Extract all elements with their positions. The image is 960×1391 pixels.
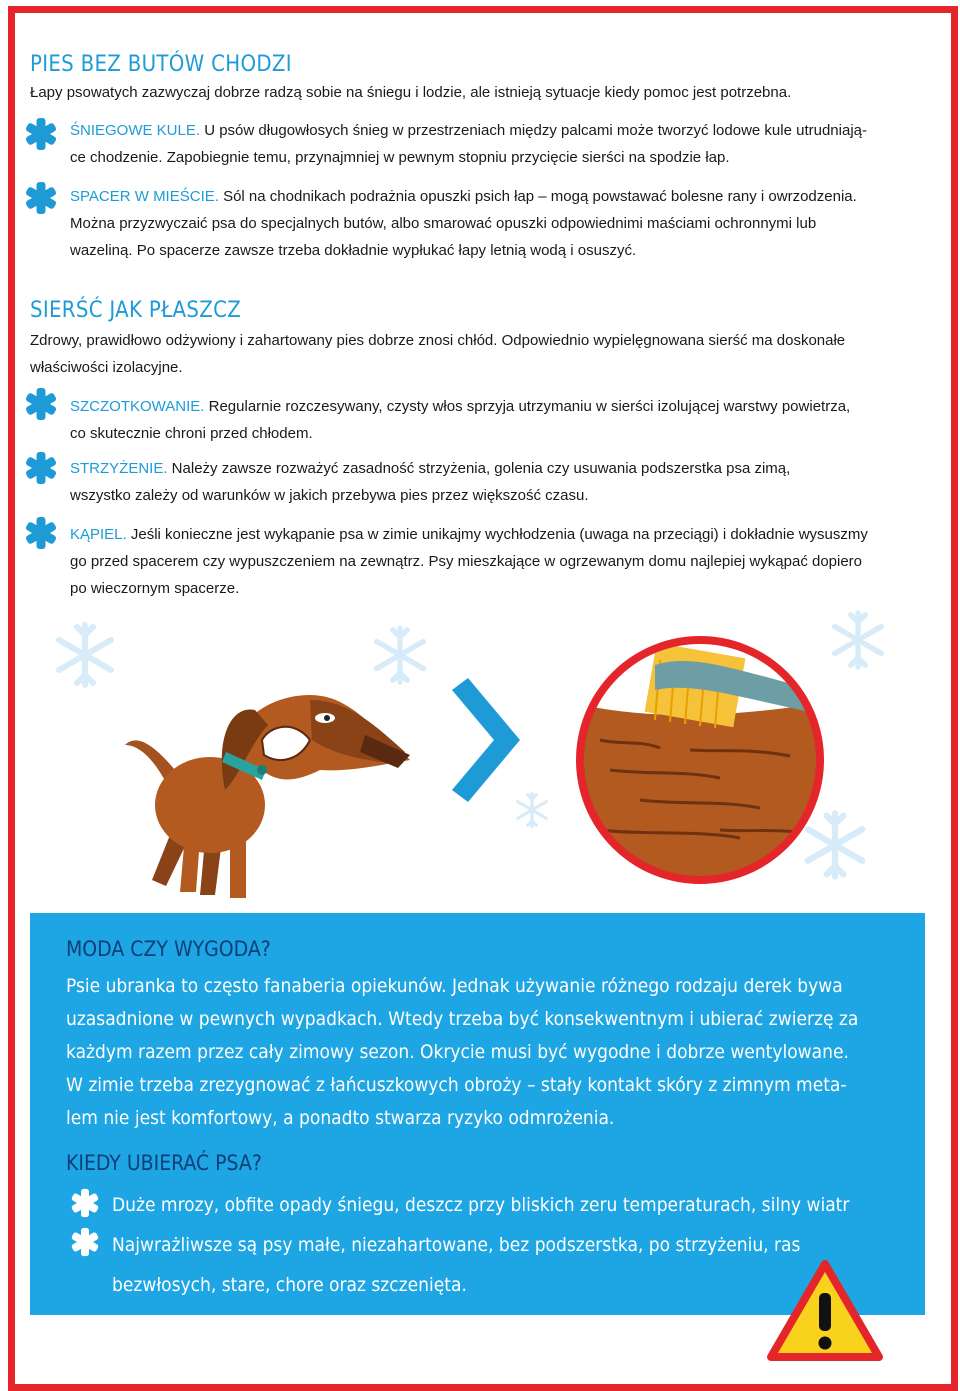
list-item <box>70 455 930 509</box>
asterisk-icon <box>24 117 58 151</box>
section-title-boots: PIES BEZ BUTÓW CHODZI <box>30 52 292 77</box>
snowflake-icon <box>377 628 424 682</box>
box-title-fashion: MODA CZY WYGODA? <box>66 937 271 961</box>
item-keyword: KĄPIEL. <box>70 526 127 543</box>
item-keyword: SPACER W MIEŚCIE. <box>70 188 219 205</box>
snowflake-icon <box>518 794 547 827</box>
box-title-when: KIEDY UBIERAĆ PSA? <box>66 1151 262 1175</box>
asterisk-icon <box>70 1227 100 1257</box>
snowflake-icon <box>835 613 882 667</box>
item-text: wszystko zależy od warunków w jakich przebywa pies przez większość czasu. <box>70 487 589 504</box>
list-item <box>70 393 930 447</box>
fur-brush-illustration <box>560 640 860 900</box>
box-paragraph: Psie ubranka to często fanaberia opiekunów. Jednak używanie różnego rodzaju derek bywa uzasadnione w pewnych wypadkach. Wtedy trzeba być konsekwentnym i ubierać zwierzę za każdym razem przez cały zimowy sezon. Okrycie musi być wygodne i dobrze wentylowane. W zimie trzeba zrezygnować z łańcuszkowych obroży – stały kontakt skóry z zimnym meta- lem nie jest komfortowy, a ponadto stwarza ryzyko odmrożenia. <box>66 975 859 1129</box>
asterisk-icon <box>70 1188 100 1218</box>
item-text: Jeśli konieczne jest wykąpanie psa w zimie unikajmy wychłodzenia (uwaga na przeciągi) i dokładnie wysuszmy <box>126 526 868 543</box>
item-text: Sól na chodnikach podrażnia opuszki psich łap – mogą powstawać bolesne rany i owrzodzenia. <box>218 188 857 205</box>
asterisk-icon <box>24 181 58 215</box>
item-keyword: STRZYŻENIE. <box>70 460 168 477</box>
asterisk-icon <box>24 451 58 485</box>
list-item <box>70 117 930 171</box>
snowflake-icon <box>808 814 863 877</box>
box-bullet: Duże mrozy, obfite opady śniegu, deszcz przy bliskich zeru temperaturach, silny wiatr <box>112 1194 850 1216</box>
item-text: Można przyzwyczaić psa do specjalnych butów, albo smarować opuszki odpowiednimi maściami ochronnymi lub <box>70 215 817 232</box>
item-text: Należy zawsze rozważyć zasadność strzyżenia, golenia czy usuwania podszerstka psa zimą, <box>167 460 791 477</box>
box-bullet: Najwrażliwsze są psy małe, niezahartowane, bez podszerstka, po strzyżeniu, ras bezwłosych, stare, chore oraz szczenięta. <box>112 1234 801 1296</box>
chevron-right-icon <box>452 678 520 802</box>
item-keyword: ŚNIEGOWE KULE. <box>70 122 201 139</box>
list-item <box>70 183 930 264</box>
warning-icon <box>765 1258 885 1363</box>
info-box <box>30 913 925 1315</box>
item-text: U psów długowłosych śnieg w przestrzeniach między palcami może tworzyć lodowe kule utrudniają- <box>200 122 867 139</box>
section-intro: Łapy psowatych zazwyczaj dobrze radzą sobie na śniegu i lodzie, ale istnieją sytuacje kiedy pomoc jest potrzebna. <box>30 84 792 101</box>
asterisk-icon <box>24 516 58 550</box>
item-text: Regularnie rozczesywany, czysty włos sprzyja utrzymaniu w sierści izolującej warstwy powietrza, <box>204 398 851 415</box>
asterisk-icon <box>24 387 58 421</box>
snowflake-icon <box>59 625 111 685</box>
item-text: wazeliną. Po spacerze zawsze trzeba dokładnie wypłukać łapy letnią wodą i osuszyć. <box>70 242 637 259</box>
item-text: co skutecznie chroni przed chłodem. <box>70 425 313 442</box>
illustration <box>0 600 960 900</box>
dog-illustration <box>125 695 410 898</box>
section-title-fur: SIERŚĆ JAK PŁASZCZ <box>30 298 242 323</box>
item-text: go przed spacerem czy wypuszczeniem na zewnątrz. Psy mieszkające w ogrzewanym domu najlepiej wykąpać dopiero <box>70 553 863 570</box>
item-keyword: SZCZOTKOWANIE. <box>70 398 205 415</box>
list-item <box>70 521 930 602</box>
item-text: po wieczornym spacerze. <box>70 580 240 597</box>
section-intro: Zdrowy, prawidłowo odżywiony i zahartowany pies dobrze znosi chłód. Odpowiednio wypielęgnowana sierść ma doskonałe właściwości izolacyjne. <box>30 332 846 376</box>
item-text: ce chodzenie. Zapobiegnie temu, przynajmniej w pewnym stopniu przycięcie sierści na spodzie łap. <box>70 149 730 166</box>
